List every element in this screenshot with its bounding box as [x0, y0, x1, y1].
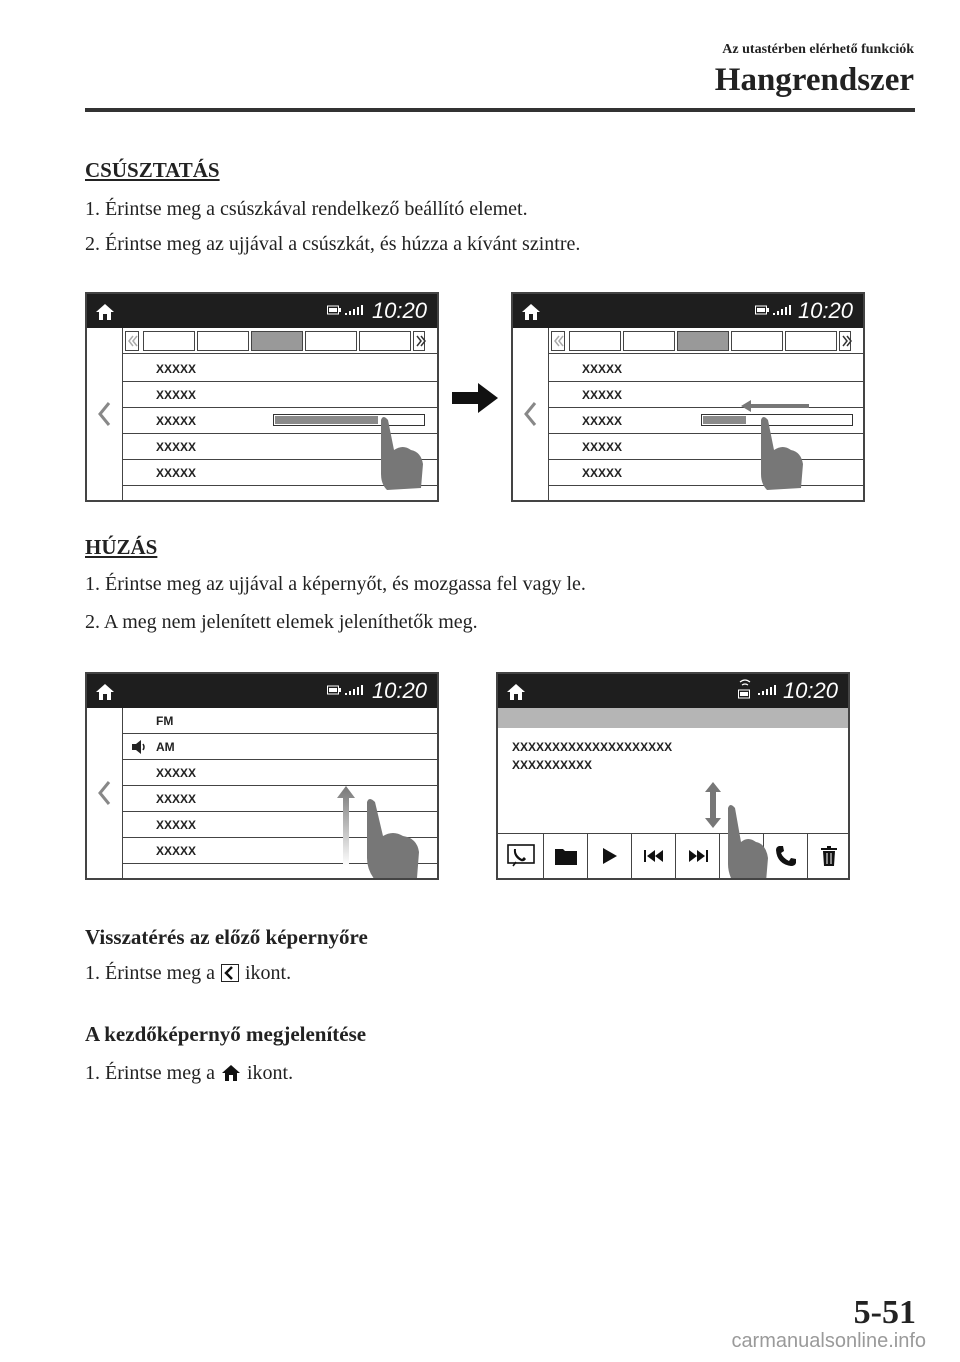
list-item-label: XXXXX [582, 388, 623, 402]
message-line-1: XXXXXXXXXXXXXXXXXXXX [512, 740, 673, 754]
finger-touch-icon [726, 802, 770, 880]
back-step [85, 962, 291, 985]
next-track-button[interactable] [676, 834, 720, 878]
clock: 10:20 [797, 298, 853, 323]
back-button[interactable] [87, 708, 123, 878]
list-item-label: XXXXX [582, 362, 623, 376]
tab-3[interactable] [251, 331, 303, 351]
status-bar [513, 294, 863, 328]
tab-2[interactable] [197, 331, 249, 351]
list-item[interactable] [123, 382, 437, 408]
chevron-left-icon [97, 780, 111, 806]
message-line-2: XXXXXXXXXX [512, 758, 593, 772]
phone-message-icon [507, 844, 535, 868]
wireless-battery-icon [738, 678, 752, 700]
tab-4[interactable] [305, 331, 357, 351]
home-step-prefix: 1. Érintse meg a [85, 1062, 215, 1084]
home-icon[interactable] [506, 683, 526, 701]
status-bar [498, 674, 848, 708]
tab-3[interactable] [677, 331, 729, 351]
phone-button[interactable] [764, 834, 808, 878]
tab-5[interactable] [359, 331, 411, 351]
drag-list-screen [85, 672, 439, 880]
list-item-label: XXXXX [156, 414, 197, 428]
next-track-icon [688, 849, 708, 863]
phone-message-button[interactable] [498, 834, 544, 878]
chapter-title: Hangrendszer [714, 62, 914, 98]
delete-button[interactable] [808, 834, 850, 878]
home-heading: A kezdőképernyő megjelenítése [85, 1022, 367, 1046]
home-icon[interactable] [521, 303, 541, 321]
drag-heading: HÚZÁS [85, 535, 158, 559]
battery-icon [755, 305, 769, 315]
back-chevron-icon [221, 964, 239, 982]
home-icon[interactable] [95, 303, 115, 321]
list-item[interactable] [123, 760, 437, 786]
list-item-label: XXXXX [156, 818, 197, 832]
battery-icon [327, 685, 341, 695]
chevron-left-icon [97, 401, 111, 427]
trash-icon [821, 846, 837, 866]
clock: 10:20 [371, 678, 427, 703]
back-step-suffix: ikont. [244, 962, 292, 984]
back-button[interactable] [513, 328, 549, 500]
page-number: 5-51 [853, 1294, 916, 1331]
tab-4[interactable] [731, 331, 783, 351]
home-icon[interactable] [95, 683, 115, 701]
tab-row [123, 328, 437, 354]
chapter-subtitle: Az utastérben elérhető funkciók [722, 42, 914, 57]
list-item-label: AM [156, 740, 175, 754]
previous-track-icon [644, 849, 664, 863]
back-step-prefix: 1. Érintse meg a [85, 962, 215, 984]
chevron-left-icon [523, 401, 537, 427]
list-item-label: XXXXX [156, 844, 197, 858]
signal-icon [773, 305, 791, 315]
list-item-label: XXXXX [156, 388, 197, 402]
list-item-label: XXXXX [582, 414, 623, 428]
up-arrow-icon [337, 786, 355, 866]
clock: 10:20 [371, 298, 427, 323]
double-chevron-right-icon [416, 335, 426, 347]
header-divider [85, 108, 915, 112]
back-button[interactable] [87, 328, 123, 500]
double-chevron-left-icon [128, 335, 138, 347]
message-header-bar [498, 708, 848, 728]
status-bar [87, 674, 437, 708]
slider-fill [275, 416, 378, 424]
list-item-label: FM [156, 714, 174, 728]
list-item[interactable] [549, 434, 863, 460]
double-chevron-right-icon [842, 335, 852, 347]
tab-scroll-left[interactable] [125, 331, 139, 351]
slide-heading: CSÚSZTATÁS [85, 158, 220, 182]
list-item-am[interactable] [123, 734, 437, 760]
home-step [85, 1062, 293, 1085]
home-icon [221, 1064, 241, 1082]
up-down-arrow-icon [704, 782, 722, 828]
previous-track-button[interactable] [632, 834, 676, 878]
tab-row [549, 328, 863, 354]
list-item[interactable] [123, 356, 437, 382]
tab-5[interactable] [785, 331, 837, 351]
play-button[interactable] [588, 834, 632, 878]
tab-1[interactable] [143, 331, 195, 351]
slider-fill [703, 416, 746, 424]
finger-touch-icon [757, 414, 807, 494]
list-item-label: XXXXX [156, 766, 197, 780]
list-item-label: XXXXX [156, 792, 197, 806]
right-arrow-icon [452, 383, 498, 413]
finger-touch-icon [363, 796, 423, 880]
tab-scroll-right[interactable] [413, 331, 425, 351]
phone-icon [775, 845, 797, 867]
drag-message-screen [496, 672, 850, 880]
signal-icon [345, 305, 363, 315]
status-bar [87, 294, 437, 328]
tab-scroll-right[interactable] [839, 331, 851, 351]
speaker-icon [131, 740, 147, 754]
signal-icon [758, 685, 776, 695]
left-arrow-icon [741, 398, 811, 414]
list-item[interactable] [549, 408, 863, 434]
list-item-fm[interactable] [123, 708, 437, 734]
tab-scroll-left[interactable] [551, 331, 565, 351]
list-item[interactable] [549, 382, 863, 408]
battery-icon [327, 305, 341, 315]
double-chevron-left-icon [554, 335, 564, 347]
list-item-label: XXXXX [582, 440, 623, 454]
tab-1[interactable] [569, 331, 621, 351]
list-item-label: XXXXX [156, 440, 197, 454]
list-item-label: XXXXX [582, 466, 623, 480]
back-heading: Visszatérés az előző képernyőre [85, 925, 368, 949]
slide-step-2: 2. Érintse meg az ujjával a csúszkát, és húzza a kívánt szintre. [85, 233, 581, 255]
play-icon [602, 847, 618, 865]
list-item[interactable] [549, 356, 863, 382]
tab-2[interactable] [623, 331, 675, 351]
finger-touch-icon [377, 414, 427, 494]
list-item-label: XXXXX [156, 466, 197, 480]
drag-step-2: 2. A meg nem jelenített elemek jeleníthetők meg. [85, 611, 478, 633]
watermark: carmanualsonline.info [731, 1330, 926, 1352]
list-item[interactable] [549, 460, 863, 486]
clock: 10:20 [782, 678, 838, 703]
drag-step-1: 1. Érintse meg az ujjával a képernyőt, és mozgassa fel vagy le. [85, 573, 586, 595]
message-toolbar [498, 833, 848, 878]
list-item-label: XXXXX [156, 362, 197, 376]
slider-screen-before [85, 292, 439, 502]
signal-icon [345, 685, 363, 695]
slider-screen-after [511, 292, 865, 502]
folder-button[interactable] [544, 834, 588, 878]
folder-icon [554, 846, 578, 866]
slide-step-1: 1. Érintse meg a csúszkával rendelkező beállító elemet. [85, 198, 528, 220]
home-step-suffix: ikont. [246, 1062, 294, 1084]
settings-list [549, 328, 863, 500]
